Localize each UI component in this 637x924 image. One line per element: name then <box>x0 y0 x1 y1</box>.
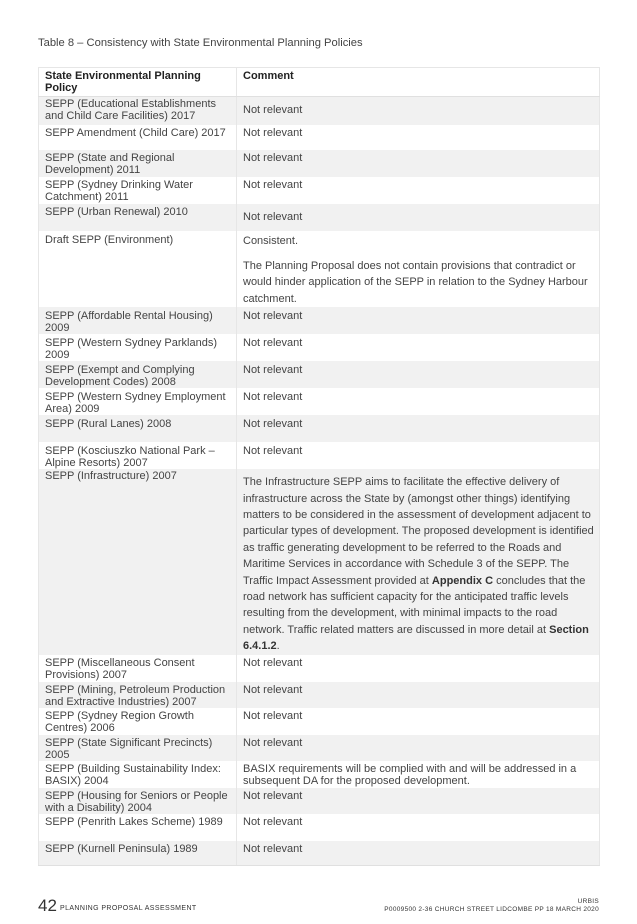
comment-cell: Not relevant <box>237 788 600 814</box>
policy-cell: SEPP (Sydney Region Growth Centres) 2006 <box>39 708 237 735</box>
policy-cell: SEPP Amendment (Child Care) 2017 <box>39 125 237 150</box>
table-row <box>39 761 600 788</box>
table-header-row <box>39 68 600 97</box>
comment-paragraph: The Infrastructure SEPP aims to facilitate the effective delivery of infrastructure across the State by (amongst other things) identifying matters to be considered in the assessment of development adjacent to particular types of development. The proposed development is identified as traffic generating development to be referred to the Roads and Maritime Services in accordance with Schedule 3 of the SEPP. The Traffic Impact Assessment provided at Appendix C concludes that the road network has sufficient capacity for the anticipated traffic levels resulting from the development, with minimal impacts to the road network. Traffic related matters are discussed in more detail at Section 6.4.1.2. <box>243 476 594 653</box>
policy-cell: SEPP (Infrastructure) 2007 <box>39 469 237 654</box>
table-row <box>39 469 600 654</box>
table-row <box>39 655 600 682</box>
comment-cell <box>237 231 600 308</box>
comment-cell: Not relevant <box>237 361 600 388</box>
policy-cell: SEPP (Penrith Lakes Scheme) 1989 <box>39 814 237 841</box>
page-number: 42 <box>38 896 57 915</box>
header-policy: State Environmental Planning Policy <box>39 68 237 97</box>
comment-cell: Not relevant <box>237 204 600 231</box>
comment-cell: Not relevant <box>237 307 600 334</box>
policy-cell: SEPP (Affordable Rental Housing) 2009 <box>39 307 237 334</box>
table-row <box>39 231 600 308</box>
policy-cell: SEPP (Rural Lanes) 2008 <box>39 415 237 442</box>
comment-cell: Not relevant <box>237 415 600 442</box>
comment-cell: Not relevant <box>237 682 600 708</box>
table-row <box>39 788 600 814</box>
comment-cell: Not relevant <box>237 177 600 204</box>
header-comment: Comment <box>237 68 600 97</box>
table-row <box>39 682 600 708</box>
policy-cell: SEPP (Housing for Seniors or People with a Disability) 2004 <box>39 788 237 814</box>
comment-cell: Not relevant <box>237 841 600 866</box>
policy-cell: SEPP (State Significant Precincts) 2005 <box>39 735 237 761</box>
comment-cell: Not relevant <box>237 655 600 682</box>
comment-cell: Not relevant <box>237 97 600 125</box>
sepp-consistency-table <box>38 67 600 866</box>
table-row <box>39 150 600 177</box>
table-row <box>39 388 600 415</box>
table-row <box>39 177 600 204</box>
table-row <box>39 841 600 866</box>
policy-cell: SEPP (Western Sydney Parklands) 2009 <box>39 334 237 361</box>
comment-cell: Not relevant <box>237 708 600 735</box>
policy-cell: SEPP (Kosciuszko National Park – Alpine Resorts) 2007 <box>39 442 237 469</box>
policy-cell: Draft SEPP (Environment) <box>39 231 237 308</box>
footer-reference-block <box>384 898 599 914</box>
policy-cell: SEPP (Urban Renewal) 2010 <box>39 204 237 231</box>
comment-cell <box>237 469 600 654</box>
table-row <box>39 125 600 150</box>
policy-cell: SEPP (State and Regional Development) 2011 <box>39 150 237 177</box>
comment-cell: Not relevant <box>237 388 600 415</box>
table-row <box>39 708 600 735</box>
table-caption: Table 8 – Consistency with State Environmental Planning Policies <box>38 37 363 49</box>
comment-cell: Not relevant <box>237 150 600 177</box>
comment-paragraph: Consistent. <box>243 234 299 247</box>
table-row <box>39 735 600 761</box>
comment-cell: Not relevant <box>237 735 600 761</box>
comment-cell: BASIX requirements will be complied with and will be addressed in a subsequent DA for the proposed development. <box>237 761 600 788</box>
table-row <box>39 814 600 841</box>
footer-company: URBIS <box>577 898 599 905</box>
table-row <box>39 204 600 231</box>
policy-cell: SEPP (Miscellaneous Consent Provisions) 2007 <box>39 655 237 682</box>
table-row <box>39 97 600 125</box>
policy-cell: SEPP (Educational Establishments and Child Care Facilities) 2017 <box>39 97 237 125</box>
policy-cell: SEPP (Western Sydney Employment Area) 2009 <box>39 388 237 415</box>
comment-cell: Not relevant <box>237 814 600 841</box>
policy-cell: SEPP (Mining, Petroleum Production and Extractive Industries) 2007 <box>39 682 237 708</box>
footer-reference: P0009500 2-36 CHURCH STREET LIDCOMBE PP 18 MARCH 2020 <box>384 906 599 913</box>
policy-cell: SEPP (Building Sustainability Index: BASIX) 2004 <box>39 761 237 788</box>
comment-cell: Not relevant <box>237 125 600 150</box>
table-row <box>39 415 600 442</box>
footer-section-label: PLANNING PROPOSAL ASSESSMENT <box>60 905 197 912</box>
comment-paragraph: The Planning Proposal does not contain provisions that contradict or would hinder application of the SEPP in relation to the Sydney Harbour catchment. <box>243 259 588 305</box>
policy-cell: SEPP (Sydney Drinking Water Catchment) 2011 <box>39 177 237 204</box>
comment-cell: Not relevant <box>237 334 600 361</box>
table-row <box>39 361 600 388</box>
table-row <box>39 334 600 361</box>
table-row <box>39 442 600 469</box>
table-row <box>39 307 600 334</box>
comment-cell: Not relevant <box>237 442 600 469</box>
policy-cell: SEPP (Kurnell Peninsula) 1989 <box>39 841 237 866</box>
policy-cell: SEPP (Exempt and Complying Development Codes) 2008 <box>39 361 237 388</box>
